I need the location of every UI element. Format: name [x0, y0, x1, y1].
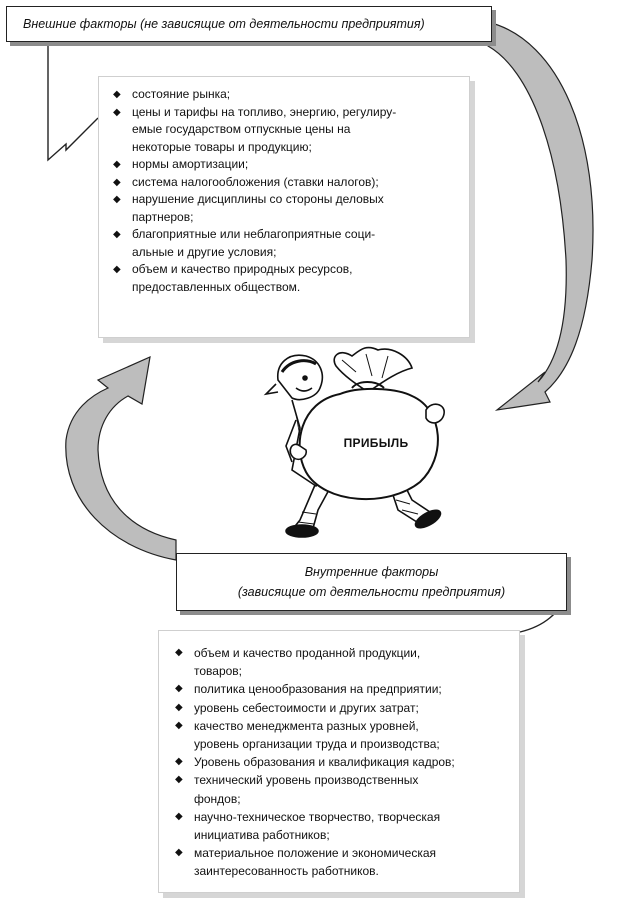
external-header-connector	[48, 42, 98, 160]
factor-line: инициатива работников;	[194, 828, 330, 843]
external-factors-title: Внешние факторы (не зависящие от деятельности предприятия)	[23, 17, 425, 31]
factor-line: нормы амортизации;	[132, 157, 249, 171]
bullet-icon: ◆	[113, 264, 121, 275]
factor-line: технический уровень производственных	[194, 773, 419, 788]
factor-line: система налогообложения (ставки налогов);	[132, 174, 379, 189]
external-factors-header	[6, 6, 492, 42]
factor-line: некоторые товары и продукцию;	[132, 139, 312, 154]
external-factor-item	[113, 191, 461, 226]
factor-line: альные и другие условия;	[132, 244, 277, 259]
bullet-icon: ◆	[113, 89, 121, 100]
factor-line: состояние рынка;	[132, 87, 231, 101]
bullet-icon: ◆	[175, 847, 183, 859]
bullet-icon: ◆	[175, 719, 183, 731]
bullet-icon: ◆	[113, 176, 121, 188]
internal-factor-item	[175, 644, 511, 680]
bullet-icon: ◆	[175, 683, 183, 695]
bullet-icon: ◆	[113, 106, 121, 118]
factor-line: объем и качество природных ресурсов,	[132, 262, 353, 276]
internal-factors-header	[176, 553, 567, 611]
internal-factors-box	[158, 630, 520, 893]
internal-factor-item	[175, 717, 511, 753]
external-to-profit-arrow	[488, 22, 593, 410]
factor-line: благоприятные или неблагоприятные соци-	[132, 227, 376, 241]
external-factor-item	[113, 104, 461, 157]
profit-label: ПРИБЫЛЬ	[343, 436, 409, 450]
internal-factors-subtitle: (зависящие от деятельности предприятия)	[237, 585, 506, 599]
factor-line: цены и тарифы на топливо, энергию, регулиру-	[132, 104, 397, 119]
external-factor-item	[113, 156, 461, 174]
factor-line: предоставленных обществом.	[132, 279, 301, 294]
internal-factor-item	[175, 844, 511, 880]
bullet-icon: ◆	[175, 810, 183, 822]
internal-factors-list	[175, 644, 511, 881]
factor-line: фондов;	[194, 791, 241, 806]
external-factor-item	[113, 174, 461, 192]
internal-factor-item	[175, 699, 511, 717]
external-factor-item	[113, 226, 461, 261]
factor-line: уровень организации труда и производства;	[194, 737, 440, 752]
internal-factor-item	[175, 680, 511, 698]
bullet-icon: ◆	[175, 701, 183, 713]
bullet-icon: ◆	[175, 647, 183, 658]
internal-factors-title: Внутренние факторы	[304, 565, 439, 579]
factor-line: объем и качество проданной продукции,	[194, 646, 421, 660]
internal-factor-item	[175, 808, 511, 844]
internal-factor-item	[175, 771, 511, 807]
external-factor-item	[113, 86, 461, 104]
factor-line: научно-техническое творчество, творческая	[194, 809, 441, 824]
factor-line: емые государством отпускные цены на	[132, 122, 351, 136]
internal-to-profit-arrow	[66, 357, 176, 560]
bullet-icon: ◆	[175, 774, 183, 786]
factor-line: политика ценообразования на предприятии;	[194, 682, 442, 697]
external-factors-box	[98, 76, 470, 338]
factor-line: партнеров;	[132, 209, 194, 224]
external-factors-list	[113, 86, 461, 296]
bullet-icon: ◆	[113, 159, 121, 170]
factor-line: качество менеджмента разных уровней,	[194, 718, 419, 733]
factor-line: товаров;	[194, 664, 243, 679]
factor-line: заинтересованность работников.	[194, 864, 379, 879]
internal-factor-item	[175, 753, 511, 771]
bullet-icon: ◆	[113, 229, 121, 240]
bullet-icon: ◆	[113, 194, 121, 205]
external-factor-item	[113, 261, 461, 296]
bullet-icon: ◆	[175, 756, 183, 768]
factor-line: уровень себестоимости и других затрат;	[194, 700, 419, 715]
factor-line: нарушение дисциплины со стороны деловых	[132, 192, 384, 206]
factor-line: материальное положение и экономическая	[194, 846, 437, 861]
factor-line: Уровень образования и квалификация кадров;	[194, 755, 455, 770]
